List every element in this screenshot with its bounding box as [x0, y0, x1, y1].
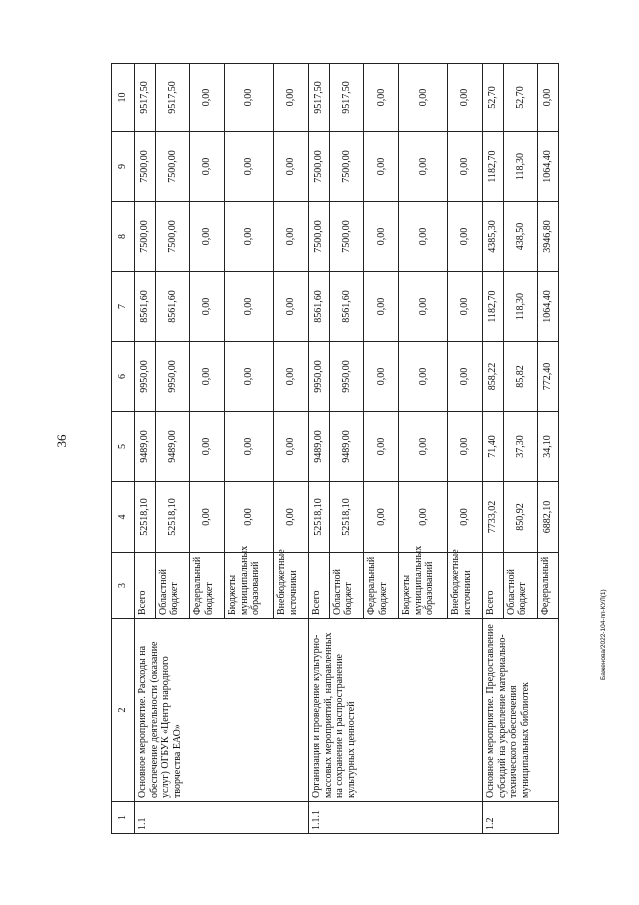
amount-cell: 7500,00 — [135, 132, 156, 202]
column-header: 5 — [112, 412, 135, 482]
amount-cell: 4385,30 — [483, 202, 504, 272]
amount-cell: 7500,00 — [309, 132, 330, 202]
funding-source: Федеральный — [538, 553, 559, 619]
amount-cell: 772,40 — [538, 342, 559, 412]
activity-name: Основное мероприятие. Расходы на обеспечение деятельности (оказание услуг) ОГБУК «Центр народного творчества ЕАО» — [135, 619, 309, 802]
row-code: 1.1.1 — [309, 802, 483, 834]
amount-cell: 0,00 — [364, 342, 399, 412]
funding-source: Бюджеты муниципальных образований — [225, 553, 274, 619]
amount-cell: 0,00 — [364, 132, 399, 202]
funding-source: Всего — [135, 553, 156, 619]
amount-cell: 52518,10 — [329, 482, 364, 553]
table-body — [112, 64, 559, 834]
amount-cell: 118,30 — [503, 132, 538, 202]
amount-cell: 0,00 — [190, 272, 225, 342]
amount-cell: 0,00 — [190, 482, 225, 553]
amount-cell: 52,70 — [483, 64, 504, 132]
amount-cell: 0,00 — [190, 64, 225, 132]
amount-cell: 0,00 — [274, 272, 309, 342]
amount-cell: 7733,02 — [483, 482, 504, 553]
amount-cell: 9489,00 — [155, 412, 190, 482]
amount-cell: 858,22 — [483, 342, 504, 412]
amount-cell: 0,00 — [225, 132, 274, 202]
activity-name: Организация и проведение культурно-массовых мероприятий, направленных на сохранение и распространение культурных ценностей — [309, 619, 483, 802]
funding-source: Областной бюджет — [329, 553, 364, 619]
amount-cell: 0,00 — [448, 202, 483, 272]
funding-source: Внебюджетные источники — [274, 553, 309, 619]
amount-cell: 0,00 — [190, 342, 225, 412]
funding-source: Внебюджетные источники — [448, 553, 483, 619]
column-header: 8 — [112, 202, 135, 272]
amount-cell: 9950,00 — [155, 342, 190, 412]
amount-cell: 438,50 — [503, 202, 538, 272]
amount-cell: 0,00 — [399, 202, 448, 272]
amount-cell: 1064,40 — [538, 132, 559, 202]
amount-cell: 0,00 — [225, 412, 274, 482]
column-header: 9 — [112, 132, 135, 202]
table-row — [483, 64, 504, 834]
amount-cell: 7500,00 — [155, 132, 190, 202]
amount-cell: 0,00 — [225, 272, 274, 342]
amount-cell: 1182,70 — [483, 132, 504, 202]
amount-cell: 7500,00 — [135, 202, 156, 272]
amount-cell: 9489,00 — [329, 412, 364, 482]
amount-cell: 0,00 — [399, 132, 448, 202]
table-sheet — [111, 64, 559, 834]
amount-cell: 850,92 — [503, 482, 538, 553]
funding-source: Федеральный бюджет — [190, 553, 225, 619]
funding-source: Областной бюджет — [155, 553, 190, 619]
amount-cell: 9489,00 — [135, 412, 156, 482]
amount-cell: 0,00 — [538, 64, 559, 132]
amount-cell: 0,00 — [364, 482, 399, 553]
amount-cell: 0,00 — [274, 64, 309, 132]
amount-cell: 0,00 — [364, 272, 399, 342]
amount-cell: 9517,50 — [155, 64, 190, 132]
amount-cell: 71,40 — [483, 412, 504, 482]
column-header: 7 — [112, 272, 135, 342]
amount-cell: 0,00 — [399, 64, 448, 132]
column-header: 1 — [112, 802, 135, 834]
amount-cell: 9950,00 — [329, 342, 364, 412]
amount-cell: 1064,40 — [538, 272, 559, 342]
amount-cell: 0,00 — [448, 272, 483, 342]
table-row — [135, 64, 156, 834]
amount-cell: 8561,60 — [329, 272, 364, 342]
amount-cell: 0,00 — [274, 482, 309, 553]
amount-cell: 8561,60 — [309, 272, 330, 342]
column-header: 6 — [112, 342, 135, 412]
amount-cell: 1182,70 — [483, 272, 504, 342]
amount-cell: 0,00 — [399, 412, 448, 482]
amount-cell: 9517,50 — [309, 64, 330, 132]
funding-source: Всего — [309, 553, 330, 619]
amount-cell: 9517,50 — [135, 64, 156, 132]
amount-cell: 7500,00 — [329, 202, 364, 272]
amount-cell: 0,00 — [399, 272, 448, 342]
amount-cell: 0,00 — [399, 482, 448, 553]
amount-cell: 52518,10 — [309, 482, 330, 553]
amount-cell: 0,00 — [448, 64, 483, 132]
column-header: 10 — [112, 64, 135, 132]
amount-cell: 8561,60 — [135, 272, 156, 342]
amount-cell: 9950,00 — [135, 342, 156, 412]
amount-cell: 52,70 — [503, 64, 538, 132]
amount-cell: 52518,10 — [155, 482, 190, 553]
amount-cell: 3946,80 — [538, 202, 559, 272]
amount-cell: 0,00 — [225, 64, 274, 132]
footer-note: Баженова/2022-104-пп-КУЛ(1) — [600, 589, 607, 680]
amount-cell: 0,00 — [274, 202, 309, 272]
page-number: 36 — [54, 434, 69, 448]
header-row — [112, 64, 135, 834]
amount-cell: 7500,00 — [329, 132, 364, 202]
amount-cell: 0,00 — [274, 342, 309, 412]
amount-cell: 0,00 — [190, 132, 225, 202]
amount-cell: 0,00 — [448, 482, 483, 553]
funding-source: Всего — [483, 553, 504, 619]
amount-cell: 0,00 — [225, 202, 274, 272]
amount-cell: 7500,00 — [309, 202, 330, 272]
amount-cell: 0,00 — [190, 202, 225, 272]
amount-cell: 0,00 — [364, 64, 399, 132]
amount-cell: 8561,60 — [155, 272, 190, 342]
funding-source: Бюджеты муниципальных образований — [399, 553, 448, 619]
row-code: 1.1 — [135, 802, 309, 834]
amount-cell: 0,00 — [225, 342, 274, 412]
funding-source: Федеральный бюджет — [364, 553, 399, 619]
amount-cell: 0,00 — [190, 412, 225, 482]
amount-cell: 0,00 — [364, 412, 399, 482]
amount-cell: 37,30 — [503, 412, 538, 482]
activity-name: Основное мероприятие. Предоставление субсидий на укрепление материально-технического обеспечения муниципальных библиотек — [483, 619, 559, 802]
amount-cell: 9489,00 — [309, 412, 330, 482]
amount-cell: 0,00 — [399, 342, 448, 412]
amount-cell: 85,82 — [503, 342, 538, 412]
amount-cell: 34,10 — [538, 412, 559, 482]
funding-source: Областной бюджет — [503, 553, 538, 619]
row-code: 1.2 — [483, 802, 559, 834]
column-header: 2 — [112, 619, 135, 802]
amount-cell: 0,00 — [225, 482, 274, 553]
amount-cell: 0,00 — [274, 132, 309, 202]
column-header: 3 — [112, 553, 135, 619]
amount-cell: 7500,00 — [155, 202, 190, 272]
amount-cell: 0,00 — [448, 342, 483, 412]
amount-cell: 0,00 — [274, 412, 309, 482]
amount-cell: 0,00 — [364, 202, 399, 272]
table-row — [309, 64, 330, 834]
budget-table — [111, 63, 559, 834]
amount-cell: 118,30 — [503, 272, 538, 342]
amount-cell: 0,00 — [448, 412, 483, 482]
amount-cell: 9517,50 — [329, 64, 364, 132]
amount-cell: 0,00 — [448, 132, 483, 202]
amount-cell: 9950,00 — [309, 342, 330, 412]
amount-cell: 6882,10 — [538, 482, 559, 553]
column-header: 4 — [112, 482, 135, 553]
amount-cell: 52518,10 — [135, 482, 156, 553]
